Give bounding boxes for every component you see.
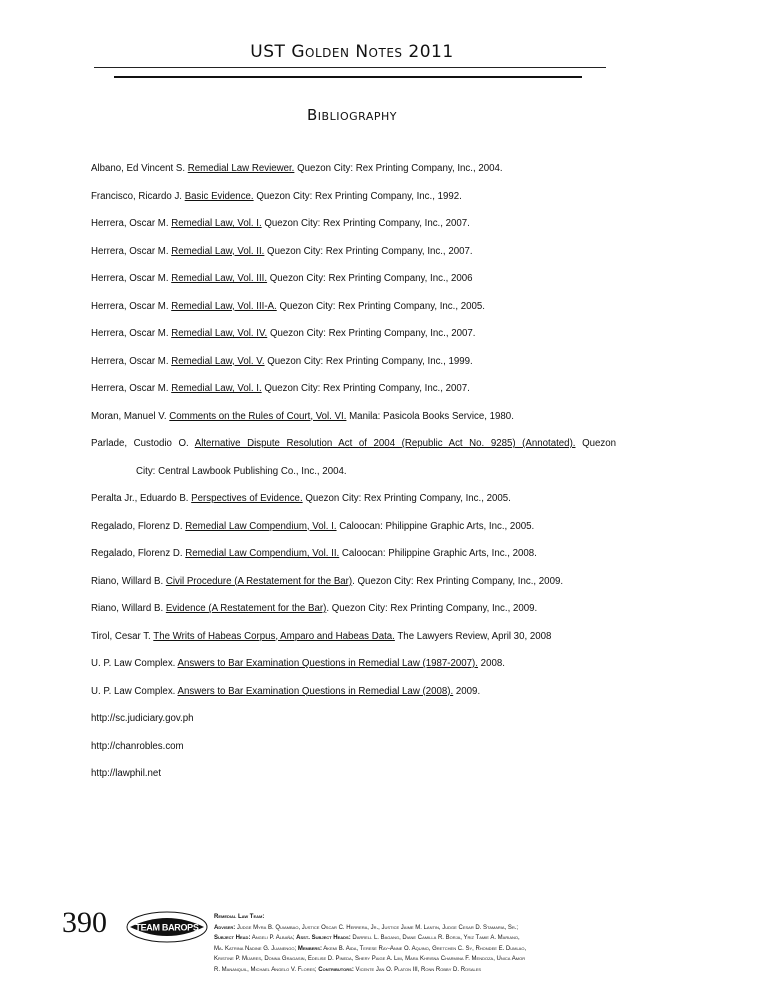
section-title: Bibliography (307, 106, 397, 124)
header-rule-thick (114, 76, 582, 78)
entry-author: Herrera, Oscar M. (91, 300, 172, 312)
entry-title: Remedial Law, Vol. II. (171, 245, 265, 257)
entry-title: Remedial Law, Vol. V. (171, 355, 265, 367)
entry-author: Moran, Manuel V. (91, 410, 170, 422)
entry-title: Remedial Law Compendium, Vol. I. (185, 520, 337, 532)
bibliography-entry (91, 547, 616, 560)
entry-author: Peralta Jr., Eduardo B. (91, 493, 192, 504)
bibliography-entry (91, 492, 616, 505)
entry-title: Remedial Law Reviewer. (187, 163, 295, 174)
team-barops-logo (126, 911, 208, 943)
credits-line (214, 923, 634, 934)
bibliography-entry (91, 217, 616, 230)
entry-publication: . Quezon City: Rex Printing Company, Inc., 2009. (352, 575, 564, 587)
entry-url: http://sc.judiciary.gov.ph (91, 713, 194, 724)
asst-heads-names: Darrell L. Bagang, Diane Camilla R. Borja, Yriz Tamie A. Mariano, (350, 935, 520, 941)
entry-title: Evidence (A Restatement for the Bar) (165, 603, 327, 614)
entry-author: U. P. Law Complex. (91, 685, 178, 697)
members-names-end: R. Mananquil, Michael Angelo V. Flores; (214, 966, 319, 973)
entry-publication: Quezon City: Rex Printing Company, Inc., 1992. (253, 190, 462, 202)
entry-publication: Quezon City: Rex Printing Company, Inc., 2007. (264, 245, 473, 257)
bibliography-entry (91, 602, 616, 615)
page-header-title: UST Golden Notes 2011 (250, 42, 454, 62)
entry-author: Albano, Ed Vincent S. (91, 163, 188, 174)
credits-team-label (214, 912, 634, 923)
entry-url: http://chanrobles.com (91, 740, 184, 752)
entry-author: Tirol, Cesar T. (91, 630, 154, 642)
members-label: Members: (297, 945, 322, 952)
entry-title: Answers to Bar Examination Questions in Remedial Law (1987-2007). (177, 658, 478, 669)
entry-publication: Quezon City: Rex Printing Company, Inc., 1999. (264, 355, 473, 367)
contributors-label: Contributors: (318, 966, 354, 973)
entry-publication: Quezon City: Rex Printing Company, Inc., 2004. (294, 163, 503, 174)
asst-heads-label: Asst. Subject Heads: (296, 935, 351, 941)
entry-author: Regalado, Florenz D. (91, 520, 186, 532)
credits-block (214, 912, 634, 975)
entry-author: Riano, Willard B. (91, 575, 166, 587)
entry-title: Remedial Law, Vol. I. (171, 383, 262, 394)
entry-publication: Quezon City: Rex Printing Company, Inc., 2006 (267, 273, 473, 284)
bibliography-entry (91, 740, 616, 753)
bibliography-entry (91, 520, 616, 533)
entry-publication: Caloocan: Philippine Graphic Arts, Inc., 2005. (336, 520, 535, 532)
entry-publication: Quezon City: Rex Printing Company, Inc., 2007. (261, 218, 470, 229)
entry-publication: 2008. (477, 658, 505, 669)
bibliography-entry (91, 162, 616, 175)
bibliography-entry (91, 437, 616, 478)
credits-line (214, 933, 634, 944)
entry-title: Remedial Law, Vol. IV. (171, 328, 268, 339)
entry-title: Perspectives of Evidence. (191, 493, 303, 504)
subject-head-label: Subject Head: (214, 935, 251, 941)
entry-author: Riano, Willard B. (91, 603, 166, 614)
entry-url: http://lawphil.net (91, 768, 162, 779)
credits-line (214, 954, 634, 965)
bibliography-entry (91, 410, 616, 423)
entry-title: Remedial Law, Vol. I. (171, 218, 262, 229)
entry-continuation: City: Central Lawbook Publishing Co., Inc., 2004. (136, 465, 347, 477)
entry-author: Francisco, Ricardo J. (91, 190, 185, 202)
bibliography-entry (91, 575, 616, 588)
members-names: Akemi B. Aida, Terese Ray-Anne O. Aquino, Gretchen C. Sy, Rhondee E. Dumlao, (321, 945, 527, 952)
team-label: Remedial Law Team: (214, 914, 265, 920)
bibliography-list (91, 162, 616, 795)
credits-line (214, 944, 634, 955)
entry-title: Comments on the Rules of Court, Vol. VI. (169, 410, 347, 422)
entry-title: The Writs of Habeas Corpus, Amparo and Habeas Data. (153, 630, 395, 642)
entry-publication: Caloocan: Philippine Graphic Arts, Inc., 2008. (339, 548, 537, 559)
entry-author: Herrera, Oscar M. (91, 383, 172, 394)
entry-publication: . Quezon City: Rex Printing Company, Inc., 2009. (326, 603, 538, 614)
entry-author: Herrera, Oscar M. (91, 218, 172, 229)
contributors-names: Vicente Jan O. Platon III, Ronn Robby D. Rosales (353, 966, 482, 973)
entry-publication: 2009. (453, 685, 481, 697)
bibliography-entry (91, 382, 616, 395)
asst-heads-names-cont: Ma. Katrina Nadine G. Juanengo; (214, 945, 298, 952)
entry-publication: Quezon City: Rex Printing Company, Inc., 2005. (276, 300, 485, 312)
bibliography-entry (91, 300, 616, 313)
entry-first-line (91, 437, 616, 450)
bibliography-entry (91, 355, 616, 368)
entry-title: Civil Procedure (A Restatement for the Bar) (165, 575, 353, 587)
bibliography-entry (91, 272, 616, 285)
entry-author: Herrera, Oscar M. (91, 273, 172, 284)
entry-title: Alternative Dispute Resolution Act of 2004 (Republic Act No. 9285) (Annotated). (194, 438, 576, 449)
entry-author: Parlade, Custodio O. (91, 438, 195, 449)
bibliography-entry (91, 767, 616, 780)
entry-author: Regalado, Florenz D. (91, 548, 186, 559)
header-rule-thin (94, 67, 606, 68)
entry-author: Herrera, Oscar M. (91, 355, 172, 367)
bibliography-entry (91, 245, 616, 258)
entry-author: U. P. Law Complex. (91, 658, 178, 669)
entry-publication: Quezon City: Rex Printing Company, Inc., 2007. (267, 328, 476, 339)
entry-title: Remedial Law, Vol. III-A. (171, 300, 277, 312)
entry-title: Basic Evidence. (184, 190, 254, 202)
page-number: 390 (62, 906, 107, 939)
entry-title: Remedial Law, Vol. III. (171, 273, 268, 284)
logo-text: TEAM BAROPS (135, 922, 199, 933)
credits-line (214, 965, 634, 976)
bibliography-entry (91, 712, 616, 725)
adviser-names: Judge Myra B. Quiambao, Justice Oscar C. Herrera, Jr., Justice Jaime M. Lantin, Judge Cesar D. Stamaria, Sr.; (235, 924, 519, 931)
entry-author: Herrera, Oscar M. (91, 245, 172, 257)
entry-publication: Manila: Pasicola Books Service, 1980. (346, 410, 514, 422)
entry-publication: The Lawyers Review, April 30, 2008 (394, 630, 552, 642)
subject-head-name: Angeli P. Albaña; (250, 935, 297, 941)
adviser-label: Adviser: (214, 924, 236, 931)
members-names-cont: Kristine P. Mijares, Donna Gragasin, Edelise D. Pineda, Shery Paige A. Lim, Mara Khrisna Charmina F. Mendoza, Unica Amor (214, 956, 526, 962)
bibliography-entry (91, 630, 616, 643)
entry-title: Remedial Law Compendium, Vol. II. (185, 548, 340, 559)
entry-title: Answers to Bar Examination Questions in Remedial Law (2008). (177, 685, 454, 697)
bibliography-entry (91, 327, 616, 340)
entry-author: Herrera, Oscar M. (91, 328, 172, 339)
bibliography-entry (91, 685, 616, 698)
bibliography-entry (91, 657, 616, 670)
entry-publication: Quezon City: Rex Printing Company, Inc., 2007. (261, 383, 470, 394)
entry-publication: Quezon City: Rex Printing Company, Inc., 2005. (302, 493, 511, 504)
bibliography-entry (91, 190, 616, 203)
entry-publication: Quezon (575, 438, 617, 449)
